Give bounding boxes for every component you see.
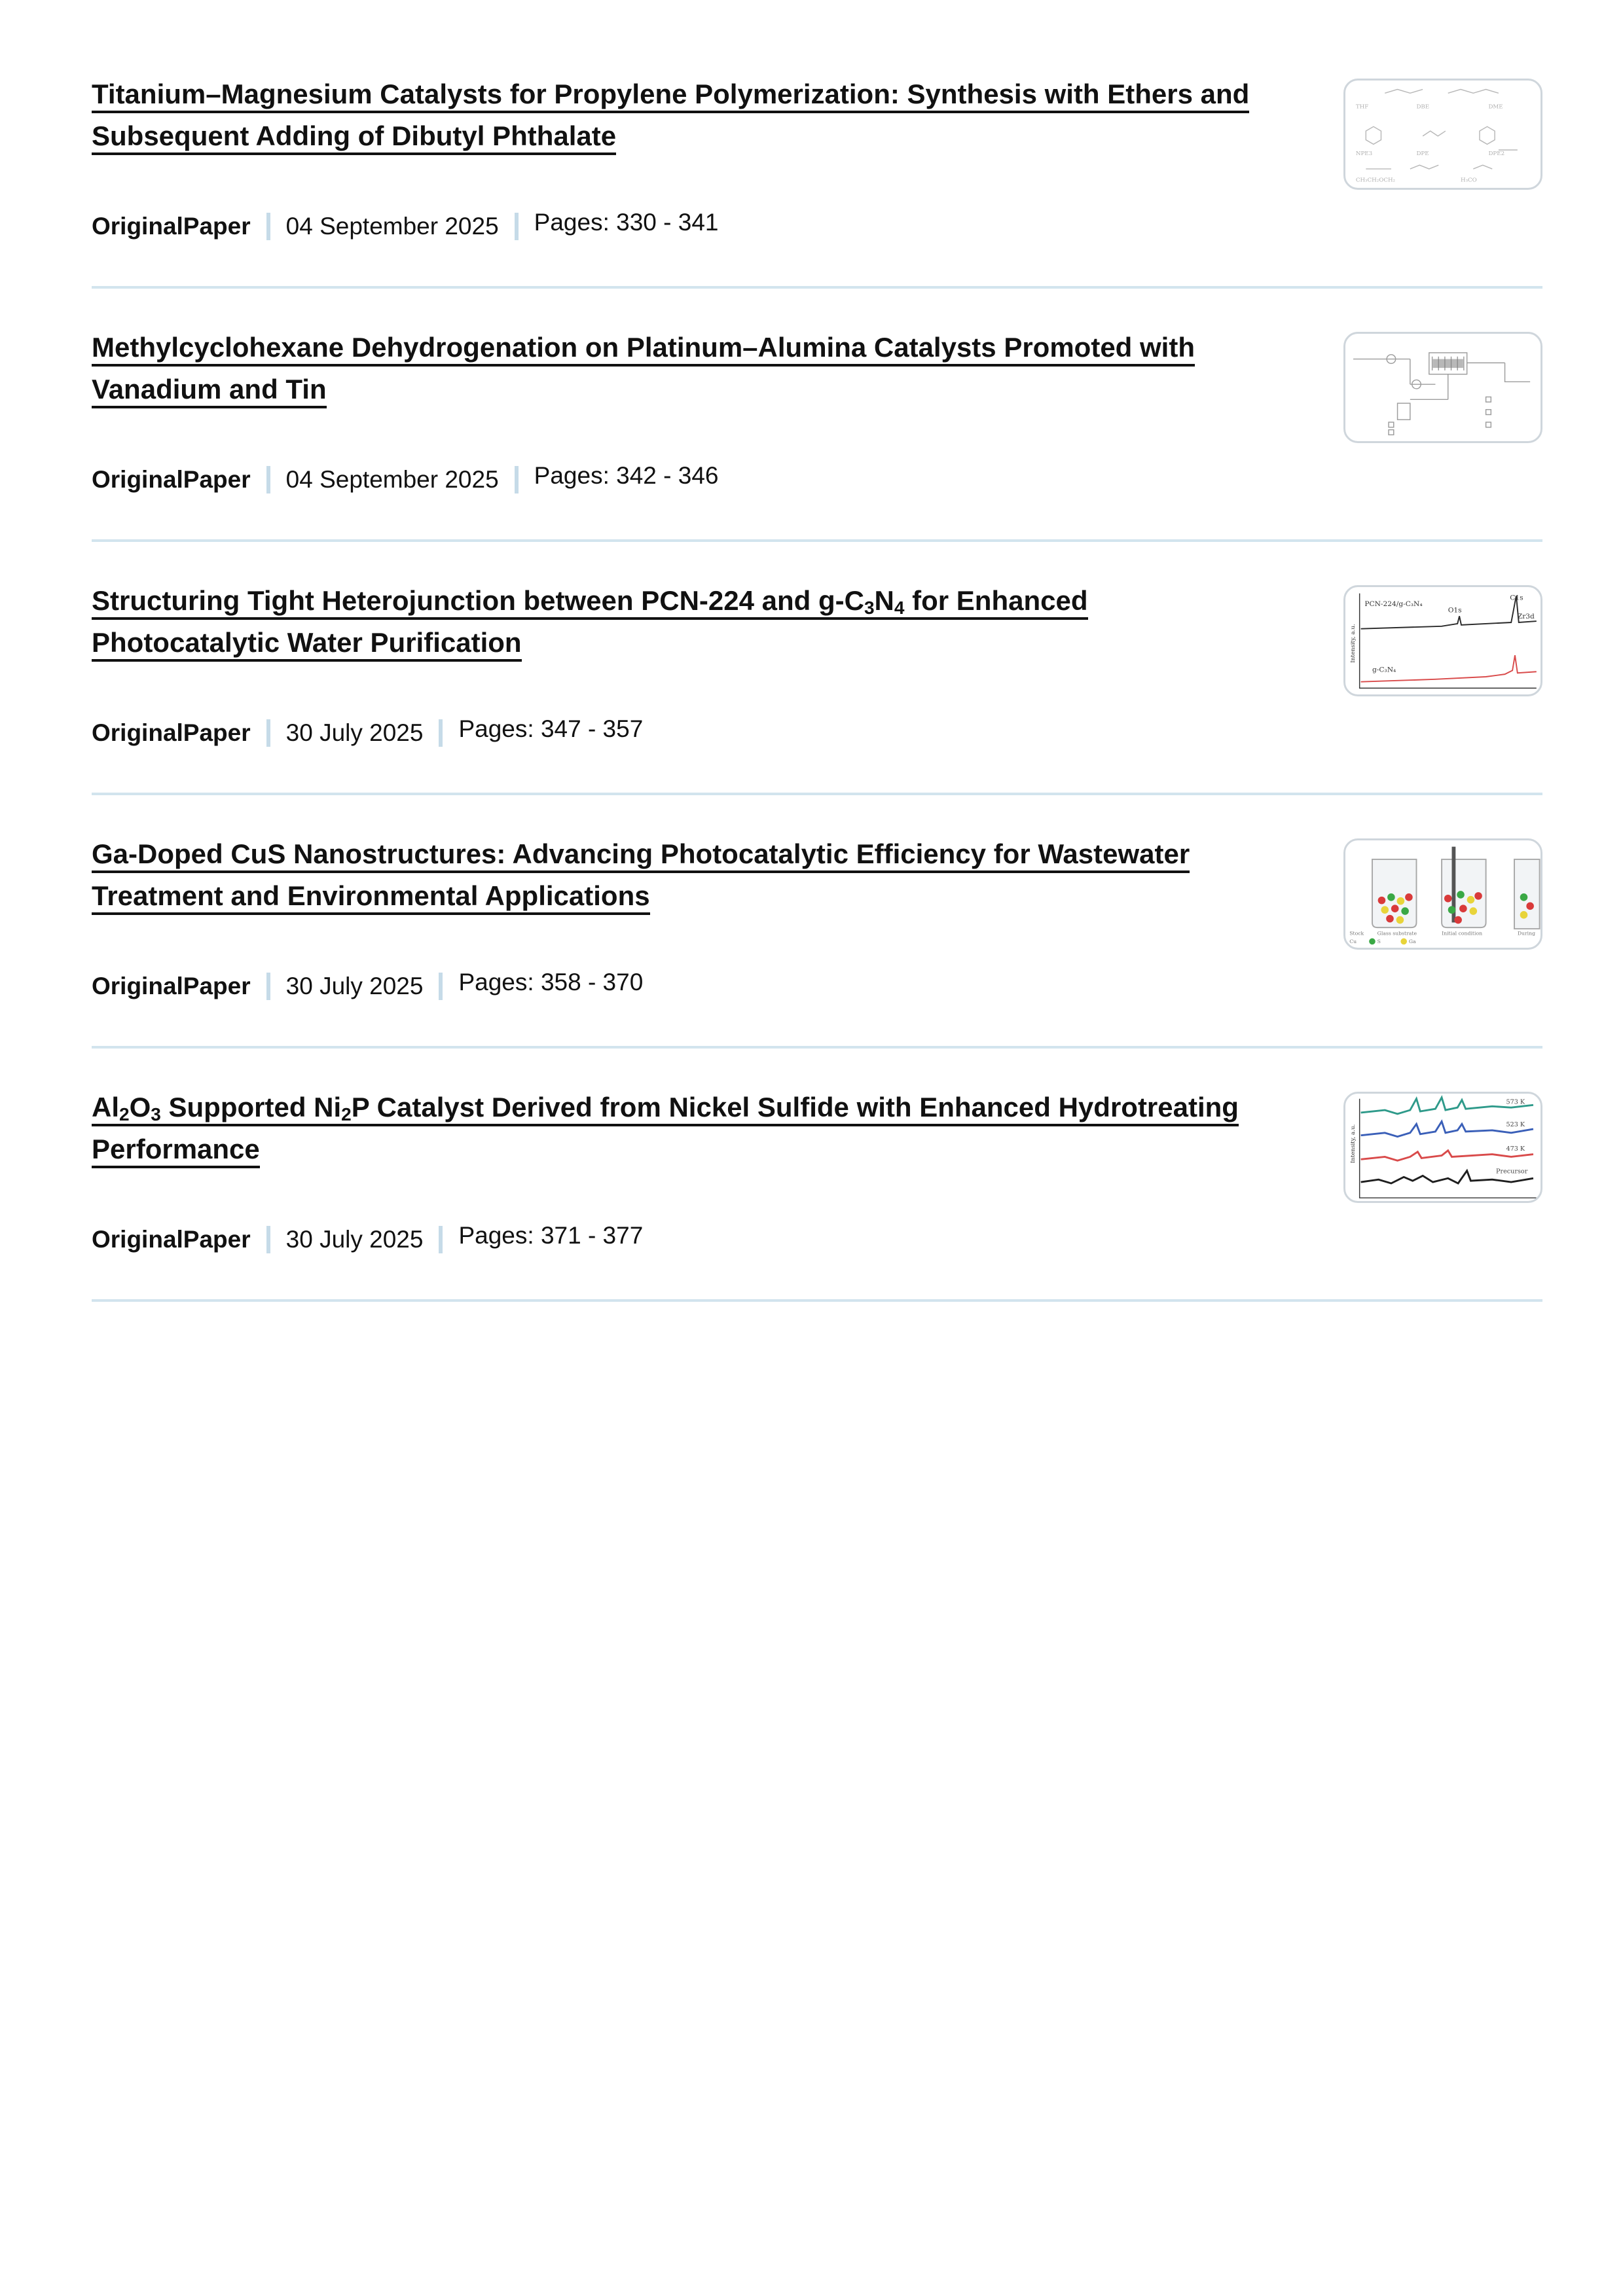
svg-text:NPE3: NPE3 <box>1355 150 1373 157</box>
thumbnail-image <box>1345 840 1541 948</box>
article-item <box>92 1049 1542 1302</box>
svg-text:573 K: 573 K <box>1506 1098 1525 1106</box>
svg-text:PCN-224/g-C₃N₄: PCN-224/g-C₃N₄ <box>1364 599 1423 608</box>
svg-text:Initial condition: Initial condition <box>1442 930 1483 937</box>
article-title <box>92 833 1283 917</box>
article-item <box>92 0 1542 289</box>
thumbnail-image <box>1345 1094 1541 1201</box>
svg-text:Stock: Stock <box>1349 930 1364 937</box>
meta-separator <box>439 1226 443 1253</box>
meta-separator <box>266 213 270 240</box>
svg-text:Intensity, a.u.: Intensity, a.u. <box>1349 1124 1357 1164</box>
meta-separator <box>266 1226 270 1253</box>
article-title-link[interactable]: $Al_2O_3$ Supported $Ni_2P$ Catalyst Derived from Nickel Sulfide with Enhanced Hydrotreating Performance <box>92 1092 1239 1168</box>
published-date: 04 September 2025 <box>285 213 499 240</box>
meta-separator <box>266 973 270 1000</box>
thumbnail-image <box>1345 81 1541 188</box>
svg-text:O1s: O1s <box>1448 605 1462 615</box>
article-item <box>92 289 1542 542</box>
svg-text:S: S <box>1377 939 1381 945</box>
svg-text:Precursor: Precursor <box>1496 1168 1528 1175</box>
thumbnail-image <box>1345 334 1541 441</box>
article-title-link[interactable]: Structuring Tight Heterojunction between PCN-224 and $g-C_3N_4$ for Enhanced Photocatalytic Water Purification <box>92 585 1088 662</box>
article-meta <box>92 971 643 1002</box>
svg-text:DME: DME <box>1488 103 1503 111</box>
page-range: Pages: 347 - 357 <box>458 715 644 742</box>
meta-separator <box>439 719 443 747</box>
xrd-pattern-thumbnail[interactable] <box>1343 1092 1542 1203</box>
svg-text:H₃CO: H₃CO <box>1461 177 1477 184</box>
published-date: 04 September 2025 <box>285 466 499 493</box>
page-range: Pages: 371 - 377 <box>458 1222 644 1249</box>
svg-text:THF: THF <box>1355 103 1369 111</box>
article-meta <box>92 717 643 749</box>
content-type: OriginalPaper <box>92 466 251 493</box>
meta-separator <box>266 466 270 493</box>
article-item <box>92 542 1542 795</box>
meta-separator <box>266 719 270 747</box>
svg-text:CH₃CH₂OCH₂: CH₃CH₂OCH₂ <box>1355 177 1396 184</box>
svg-text:Zr3d: Zr3d <box>1517 612 1535 621</box>
svg-text:g-C₃N₄: g-C₃N₄ <box>1372 665 1396 674</box>
svg-text:DPE: DPE <box>1416 150 1429 157</box>
svg-text:C1s: C1s <box>1510 593 1523 602</box>
meta-separator <box>515 213 519 240</box>
published-date: 30 July 2025 <box>285 1226 424 1253</box>
meta-separator <box>515 466 519 493</box>
content-type: OriginalPaper <box>92 973 251 999</box>
xps-spectrum-thumbnail[interactable] <box>1343 585 1542 696</box>
page-range: Pages: 330 - 341 <box>534 209 719 236</box>
article-title <box>92 580 1283 664</box>
article-meta <box>92 211 718 242</box>
svg-text:Intensity, a.u.: Intensity, a.u. <box>1349 624 1357 663</box>
content-type: OriginalPaper <box>92 1226 251 1253</box>
reactor-schematic-thumbnail[interactable] <box>1343 332 1542 443</box>
article-item <box>92 795 1542 1049</box>
article-title <box>92 73 1283 157</box>
article-list <box>92 0 1542 1302</box>
svg-text:Glass substrate: Glass substrate <box>1377 930 1417 937</box>
svg-text:Ga: Ga <box>1408 939 1416 945</box>
content-type: OriginalPaper <box>92 719 251 746</box>
svg-text:DPE2: DPE2 <box>1488 150 1505 157</box>
svg-text:During: During <box>1517 930 1536 937</box>
meta-separator <box>439 973 443 1000</box>
published-date: 30 July 2025 <box>285 719 424 746</box>
page-range: Pages: 342 - 346 <box>534 462 719 489</box>
beakers-illustration-thumbnail[interactable] <box>1343 838 1542 950</box>
article-title <box>92 327 1283 410</box>
content-type: OriginalPaper <box>92 213 251 240</box>
article-meta <box>92 464 718 495</box>
chemical-structures-thumbnail[interactable] <box>1343 79 1542 190</box>
article-meta <box>92 1224 643 1255</box>
article-title-link[interactable]: Titanium–Magnesium Catalysts for Propylene Polymerization: Synthesis with Ethers and Subsequent Adding of Dibutyl Phthalate <box>92 79 1249 155</box>
svg-text:523 K: 523 K <box>1506 1121 1525 1129</box>
svg-text:473 K: 473 K <box>1506 1145 1525 1153</box>
thumbnail-image <box>1345 587 1541 694</box>
published-date: 30 July 2025 <box>285 973 424 999</box>
article-title-link[interactable]: Methylcyclohexane Dehydrogenation on Platinum–Alumina Catalysts Promoted with Vanadium and Tin <box>92 332 1195 408</box>
article-title <box>92 1086 1283 1170</box>
page-range: Pages: 358 - 370 <box>458 969 644 996</box>
svg-text:Cu: Cu <box>1349 939 1357 945</box>
article-title-link[interactable]: Ga-Doped CuS Nanostructures: Advancing Photocatalytic Efficiency for Wastewater Treatment and Environmental Applications <box>92 838 1190 915</box>
svg-text:DBE: DBE <box>1416 103 1430 111</box>
